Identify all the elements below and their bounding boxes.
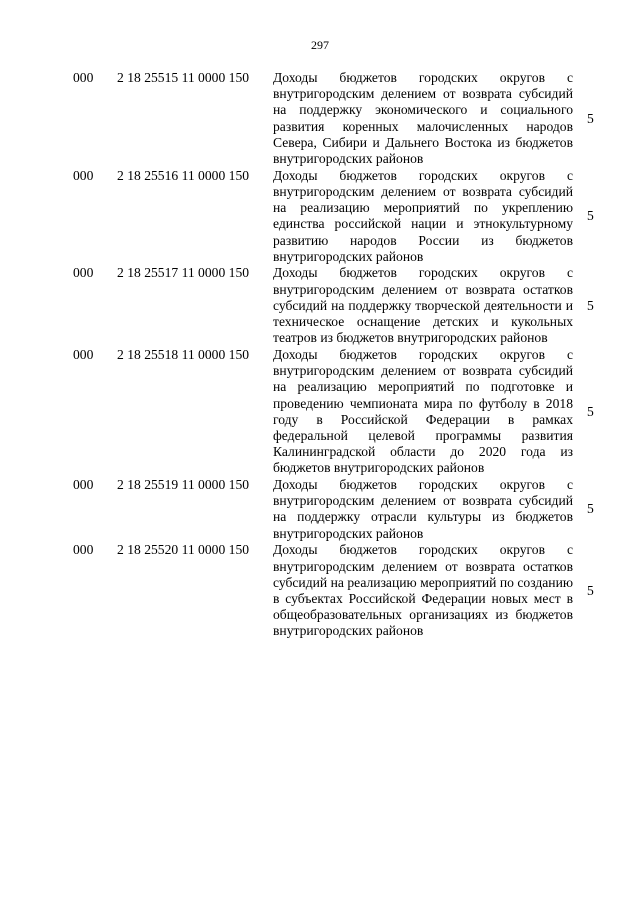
table-row <box>0 347 640 477</box>
table-row <box>0 265 640 346</box>
normative-value-text: 5 <box>587 582 594 598</box>
income-name: Доходы бюджетов городских округов с внутригородским делением от возврата остатков субсидий на поддержку творческой деятельности и техническое оснащение детских и кукольных театров из бюджетов внутригородских районов <box>273 265 573 346</box>
budget-classification-code: 2 18 25520 11 0000 150 <box>117 542 250 558</box>
income-name: Доходы бюджетов городских округов с внутригородским делением от возврата субсидий на реализацию мероприятий по подготовке и проведению чемпионата мира по футболу в 2018 году в Российской Федерации в рамках федеральной целевой программы развития Калининградской области до 2020 года из бюджетов внутригородских районов <box>273 346 573 476</box>
normative-value <box>587 477 627 542</box>
income-name: Доходы бюджетов городских округов с внутригородским делением от возврата субсидий на реализацию мероприятий по укреплению единства российской нации и этнокультурному развитию народов России из бюджетов внутригородских районов <box>273 167 573 264</box>
normative-value-text: 5 <box>587 297 594 313</box>
table-row <box>0 542 640 639</box>
administrator-code: 000 <box>73 542 94 558</box>
normative-value <box>587 168 627 265</box>
budget-classification-code: 2 18 25519 11 0000 150 <box>117 477 250 493</box>
table-row <box>0 477 640 542</box>
budget-classification-code: 2 18 25516 11 0000 150 <box>117 167 250 183</box>
income-name: Доходы бюджетов городских округов с внутригородским делением от возврата остатков субсидий на реализацию мероприятий по созданию в субъектах Российской Федерации новых мест в общеобразовательных организациях из бюджетов внутригородских районов <box>273 542 573 639</box>
normative-value-text: 5 <box>587 110 594 126</box>
normative-value <box>587 347 627 477</box>
budget-classification-code: 2 18 25518 11 0000 150 <box>117 346 250 362</box>
budget-classification-code: 2 18 25517 11 0000 150 <box>117 265 250 281</box>
normative-value-text: 5 <box>587 403 594 419</box>
administrator-code: 000 <box>73 167 94 183</box>
administrator-code: 000 <box>73 70 94 85</box>
normative-value-text: 5 <box>587 208 594 224</box>
income-name: Доходы бюджетов городских округов с внутригородским делением от возврата субсидий на поддержку отрасли культуры из бюджетов внутригородских районов <box>273 477 573 541</box>
page-number: 297 <box>311 38 329 52</box>
administrator-code: 000 <box>73 346 94 362</box>
table-row <box>0 168 640 265</box>
normative-value <box>587 265 627 346</box>
income-name: Доходы бюджетов городских округов с внутригородским делением от возврата субсидий на поддержку экономического и социального развития коренных малочисленных народов Севера, Сибири и Дальнего Востока из бюджетов внутригородских районов <box>273 70 573 167</box>
administrator-code: 000 <box>73 265 94 281</box>
normative-value <box>587 542 627 639</box>
normative-value <box>587 70 627 167</box>
budget-classification-code: 2 18 25515 11 0000 150 <box>117 70 250 85</box>
normative-value-text: 5 <box>587 501 594 517</box>
income-classification-table <box>0 70 640 640</box>
administrator-code: 000 <box>73 477 94 493</box>
table-row <box>0 70 640 167</box>
